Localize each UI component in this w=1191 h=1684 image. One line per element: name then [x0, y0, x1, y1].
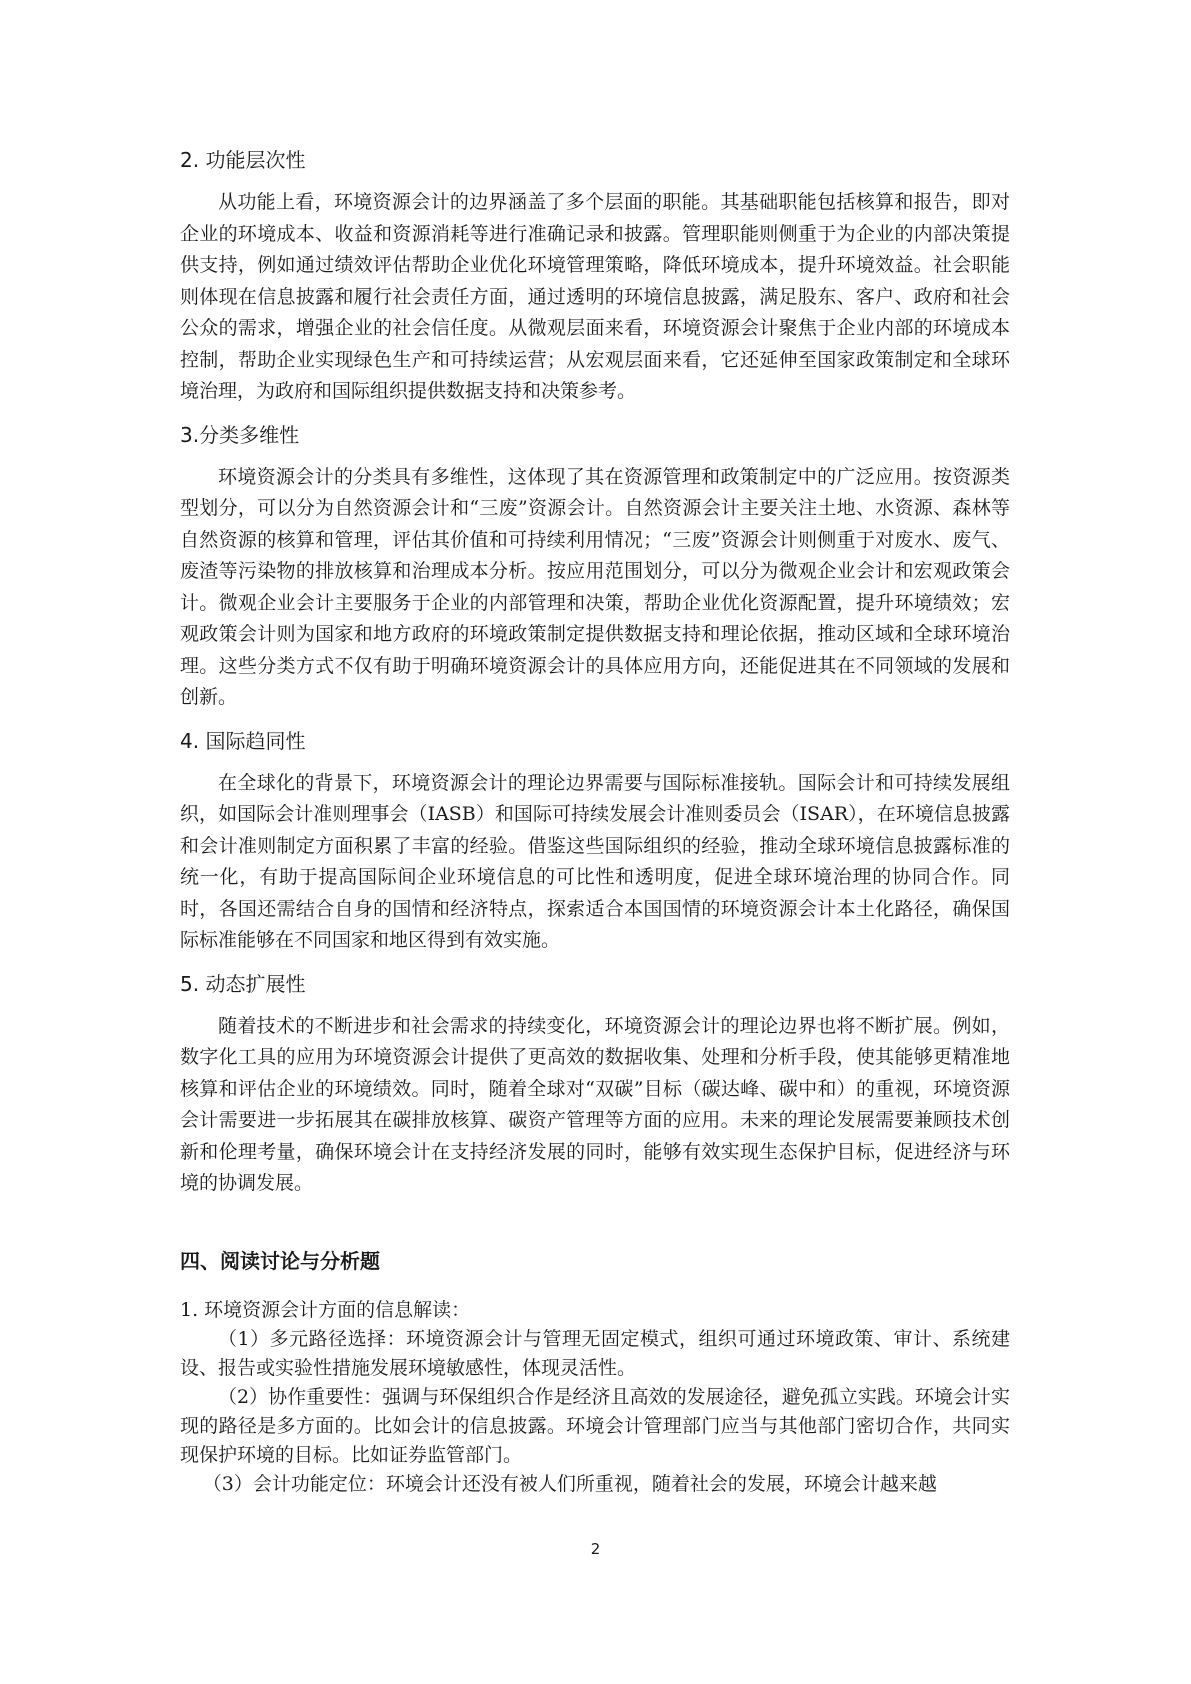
section-heading-international: 4. 国际趋同性: [180, 728, 306, 753]
section-heading-classification: 3.分类多维性: [180, 422, 300, 447]
list-item: （1）多元路径选择：环境资源会计与管理无固定模式，组织可通过环境政策、审计、系统建设、报告或实验性措施发展环境敏感性，体现灵活性。: [180, 1327, 1010, 1379]
section-heading-dynamic: 5. 动态扩展性: [180, 971, 306, 996]
part-four-intro: 1. 环境资源会计方面的信息解读：: [180, 1298, 471, 1321]
section-heading-functional-levels: 2. 功能层次性: [180, 148, 306, 172]
list-item: （3）会计功能定位：环境会计还没有被人们所重视，随着社会的发展，环境会计越来越: [202, 1472, 937, 1495]
page-number: 2: [590, 1540, 601, 1558]
page-content: [180, 145, 1010, 1499]
section-paragraph-classification: 环境资源会计的分类具有多维性，这体现了其在资源管理和政策制定中的广泛应用。按资源类型划分，可以分为自然资源会计和“三废”资源会计。自然资源会计主要关注土地、水资源、森林等自然资源的核算和管理，评估其价值和可持续利用情况；“三废”资源会计则侧重于对废水、废气、废渣等污染物的排放核算和治理成本分析。按应用范围划分，可以分为微观企业会计和宏观政策会计。微观企业会计主要服务于企业的内部管理和决策，帮助企业优化资源配置，提升环境绩效；宏观政策会计则为国家和地方政府的环境政策制定提供数据支持和理论依据，推动区域和全球环境治理。这些分类方式不仅有助于明确环境资源会计的具体应用方向，还能促进其在不同领域的发展和创新。: [180, 465, 1010, 708]
section-paragraph-dynamic: 随着技术的不断进步和社会需求的持续变化，环境资源会计的理论边界也将不断扩展。例如，数字化工具的应用为环境资源会计提供了更高效的数据收集、处理和分析手段，使其能够更精准地核算和评估企业的环境绩效。同时，随着全球对“双碳”目标（碳达峰、碳中和）的重视，环境资源会计需要进一步拓展其在碳排放核算、碳资产管理等方面的应用。未来的理论发展需要兼顾技术创新和伦理考量，确保环境会计在支持经济发展的同时，能够有效实现生态保护目标，促进经济与环境的协调发展。: [180, 1014, 1010, 1194]
list-item: （2）协作重要性：强调与环保组织合作是经济且高效的发展途径，避免孤立实践。环境会计实现的路径是多方面的。比如会计的信息披露。环境会计管理部门应当与其他部门密切合作，共同实现保护环境的目标。比如证券监管部门。: [180, 1385, 1010, 1466]
section-paragraph-functional-levels: 从功能上看，环境资源会计的边界涵盖了多个层面的职能。其基础职能包括核算和报告，即对企业的环境成本、收益和资源消耗等进行准确记录和披露。管理职能则侧重于为企业的内部决策提供支持，例如通过绩效评估帮助企业优化环境管理策略，降低环境成本，提升环境效益。社会职能则体现在信息披露和履行社会责任方面，通过透明的环境信息披露，满足股东、客户、政府和社会公众的需求，增强企业的社会信任度。从微观层面来看，环境资源会计聚焦于企业内部的环境成本控制，帮助企业实现绿色生产和可持续运营；从宏观层面来看，它还延伸至国家政策制定和全球环境治理，为政府和国际组织提供数据支持和决策参考。: [180, 191, 1010, 402]
section-paragraph-international: 在全球化的背景下，环境资源会计的理论边界需要与国际标准接轨。国际会计和可持续发展组织，如国际会计准则理事会（IASB）和国际可持续发展会计准则委员会（ISAR），在环境信息披露和会计准则制定方面积累了丰富的经验。借鉴这些国际组织的经验，推动全球环境信息披露标准的统一化，有助于提高国际间企业环境信息的可比性和透明度，促进全球环境治理的协同合作。同时，各国还需结合自身的国情和经济特点，探索适合本国国情的环境资源会计本土化路径，确保国际标准能够在不同国家和地区得到有效实施。: [180, 771, 1010, 951]
part-four-title: 四、阅读讨论与分析题: [180, 1248, 380, 1273]
